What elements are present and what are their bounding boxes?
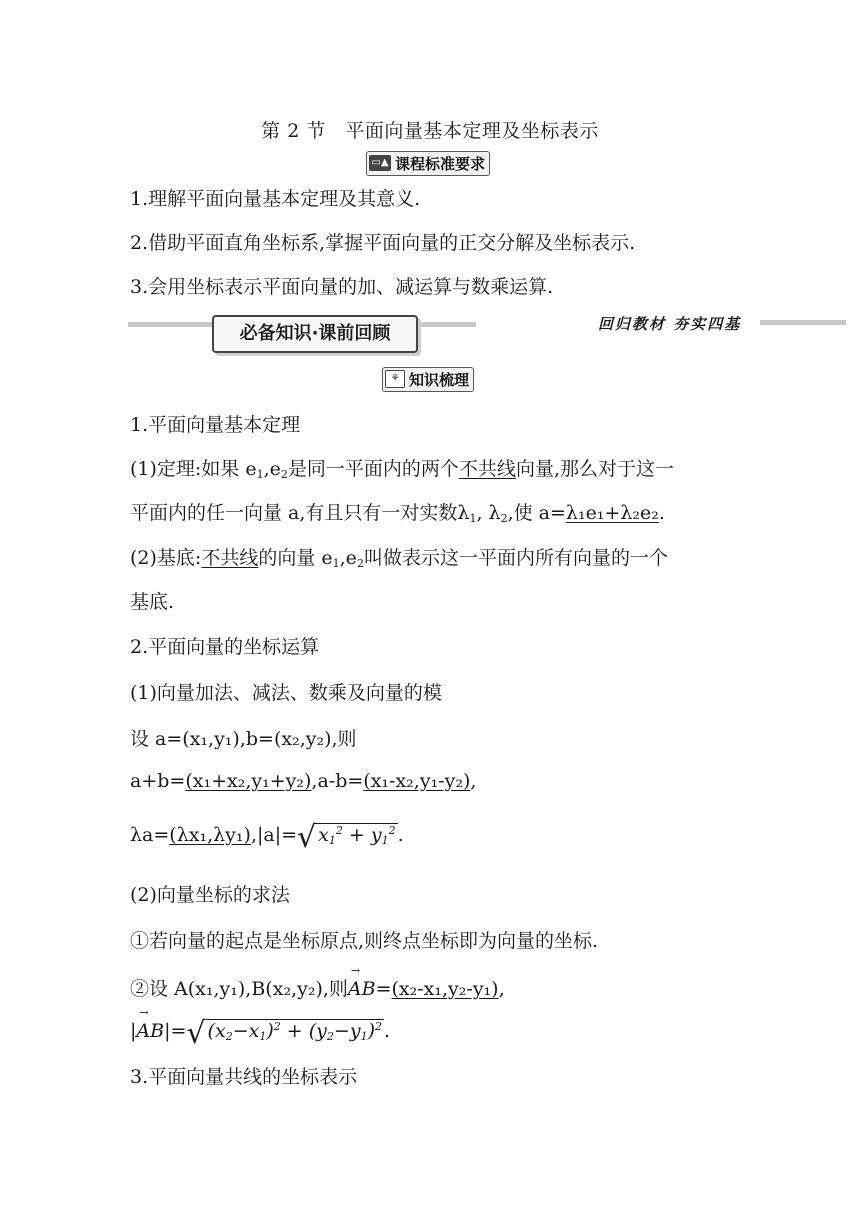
answer-blank: 不共线 — [458, 458, 516, 480]
let-statement: 设 a=(x₁,y₁),b=(x₂,y₂),则 — [130, 728, 357, 750]
knowledge-tag-label: 知识梳理 — [409, 370, 470, 389]
banner-rule-left — [128, 322, 212, 327]
page-title: 第 2 节 平面向量基本定理及坐标表示 — [261, 120, 599, 142]
section-2-title: 2.平面向量的坐标运算 — [130, 636, 320, 658]
scalar-modulus-formula: λa=(λx₁,λy₁),|a|=√ $x_1^2 + y_1^2$ . — [130, 820, 404, 855]
basis-line-1: (2)基底:不共线的向量 $e_1,e_2$叫做表示这一平面内所有向量的一个 — [130, 547, 668, 570]
theorem-line-2: 平面内的任一向量 a,有且只有一对实数$\lambda_1$, $\lambda_2$,使 a=λ₁e₁+λ₂e₂. — [130, 502, 665, 525]
section-3-title: 3.平面向量共线的坐标表示 — [130, 1066, 358, 1088]
answer-blank: (x₁+x₂,y₁+y₂) — [185, 770, 312, 792]
standard-item: 1.理解平面向量基本定理及其意义. — [130, 188, 421, 210]
answer-blank: 不共线 — [201, 547, 259, 569]
chart-icon: ▭▲ — [369, 155, 391, 171]
standards-tag — [366, 150, 490, 176]
banner-slogan: 回归教材 夯实四基 — [598, 315, 742, 333]
section-banner: 必备知识·课前回顾 — [212, 315, 418, 353]
answer-blank: (λx₁,λy₁) — [169, 824, 251, 846]
sqrt-expression: √ $(x_2-x_1)^2 + (y_2-y_1)^2$ — [186, 1016, 382, 1051]
vector-AB: → AB — [136, 1020, 164, 1042]
subsection-2: (2)向量坐标的求法 — [130, 884, 290, 906]
banner-rule-right — [760, 320, 846, 325]
vector-AB: → AB — [348, 978, 376, 1000]
standards-tag-label: 课程标准要求 — [395, 154, 486, 173]
answer-blank: (x₁-x₂,y₁-y₂) — [363, 770, 471, 792]
subsection-1: (1)向量加法、减法、数乘及向量的模 — [130, 682, 442, 704]
section-1-title: 1.平面向量基本定理 — [130, 414, 301, 436]
distance-formula: |→ AB|=√ $(x_2-x_1)^2 + (y_2-y_1)^2$ . — [130, 1016, 390, 1051]
banner-rule-mid — [416, 322, 476, 327]
add-sub-formula: a+b=(x₁+x₂,y₁+y₂),a-b=(x₁-x₂,y₁-y₂), — [130, 770, 477, 792]
knowledge-tag — [382, 366, 474, 392]
tree-icon: ⚘ — [385, 370, 405, 388]
answer-blank: (x₂-x₁,y₂-y₁) — [391, 978, 499, 1000]
rule-item-2: ②设 A(x₁,y₁),B(x₂,y₂),则→ AB=(x₂-x₁,y₂-y₁), — [130, 974, 505, 1001]
sqrt-expression: √ $x_1^2 + y_1^2$ — [297, 820, 396, 855]
theorem-line-1: (1)定理:如果 $e_1,e_2$是同一平面内的两个不共线向量,那么对于这一 — [130, 458, 674, 481]
rule-item-1: ①若向量的起点是坐标原点,则终点坐标即为向量的坐标. — [130, 930, 599, 952]
answer-blank: λ₁e₁+λ₂e₂ — [565, 502, 659, 524]
standard-item: 2.借助平面直角坐标系,掌握平面向量的正交分解及坐标表示. — [130, 232, 636, 254]
basis-line-2: 基底. — [130, 591, 175, 613]
standard-item: 3.会用坐标表示平面向量的加、减运算与数乘运算. — [130, 276, 554, 298]
